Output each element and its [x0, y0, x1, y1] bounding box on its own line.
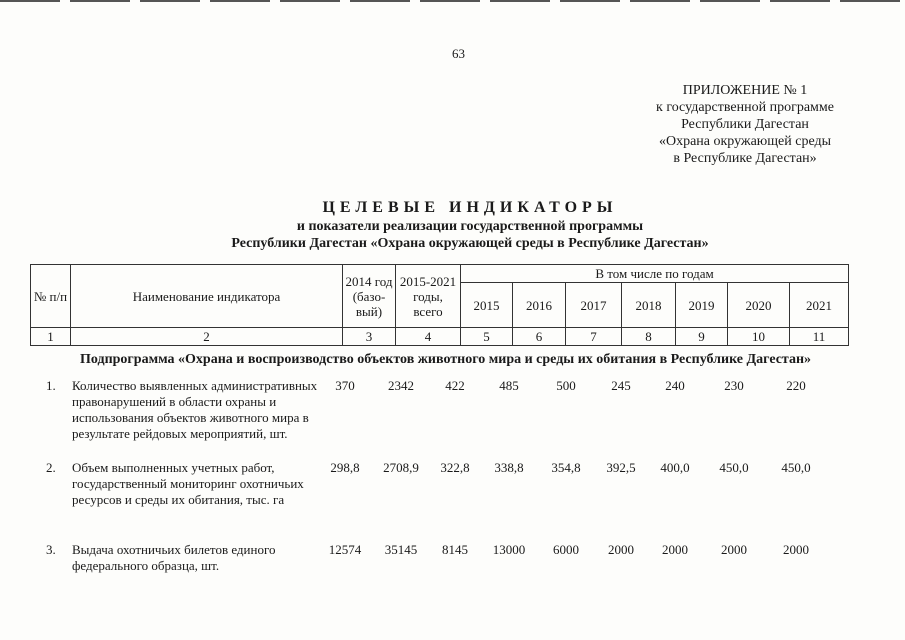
row-value: 354,8 [551, 460, 581, 475]
row-number: 2. [46, 460, 56, 475]
row-value: 450,0 [719, 460, 749, 475]
appendix-line: к государственной программе [656, 100, 834, 115]
subprogram-heading: Подпрограмма «Охрана и воспроизводство объектов животного мира и среды их обитания в Республике Дагестан» [80, 352, 812, 367]
row-number: 3. [46, 542, 56, 557]
row-value: 12574 [328, 542, 362, 557]
row-value: 220 [786, 378, 806, 393]
row-indicator-name: Выдача охотничьих билетов единого федерального образца, шт. [72, 542, 276, 573]
column-number: 1 [31, 328, 71, 346]
column-number: 4 [396, 328, 461, 346]
row-value: 35145 [384, 542, 418, 557]
row-value: 338,8 [494, 460, 524, 475]
row-value: 2000 [721, 542, 747, 557]
header-by-years: В том числе по годам [461, 265, 849, 283]
column-number: 9 [676, 328, 728, 346]
page-edge-rule [0, 0, 905, 2]
header-year: 2021 [790, 283, 849, 328]
appendix-line: в Республике Дагестан» [673, 151, 817, 166]
header-year: 2018 [622, 283, 676, 328]
document-subtitle-line: и показатели реализации государственной программы [296, 219, 644, 234]
row-value: 500 [556, 378, 576, 393]
row-value: 2000 [608, 542, 634, 557]
row-value: 400,0 [660, 460, 690, 475]
header-total: 2015-2021 годы, всего [396, 265, 461, 328]
appendix-block [600, 82, 890, 167]
indicators-table-header [30, 264, 849, 346]
document-subtitle-line: Республики Дагестан «Охрана окружающей среды в Республике Дагестан» [231, 236, 709, 251]
row-value: 6000 [553, 542, 579, 557]
row-number: 1. [46, 378, 56, 393]
column-number: 8 [622, 328, 676, 346]
column-number: 6 [513, 328, 566, 346]
row-value: 8145 [442, 542, 468, 557]
row-value: 450,0 [781, 460, 811, 475]
document-title: ЦЕЛЕВЫЕ ИНДИКАТОРЫ [322, 199, 618, 216]
row-value: 370 [335, 378, 355, 393]
row-value: 322,8 [440, 460, 470, 475]
header-name: Наименование индикатора [71, 265, 343, 328]
column-number: 11 [790, 328, 849, 346]
appendix-line: Республики Дагестан [681, 117, 809, 132]
row-value: 485 [499, 378, 519, 393]
column-number: 5 [461, 328, 513, 346]
row-value: 298,8 [330, 460, 360, 475]
title-block [120, 198, 820, 252]
header-year: 2016 [513, 283, 566, 328]
row-value: 240 [665, 378, 685, 393]
header-year: 2019 [676, 283, 728, 328]
row-indicator-name: Количество выявленных административных правонарушений в области охраны и использования объектов животного мира в результате рейдовых мероприятий, шт. [72, 378, 318, 441]
appendix-line: ПРИЛОЖЕНИЕ № 1 [682, 83, 808, 98]
row-value: 230 [724, 378, 744, 393]
column-number: 2 [71, 328, 343, 346]
row-value: 392,5 [606, 460, 636, 475]
column-number: 7 [566, 328, 622, 346]
row-value: 13000 [492, 542, 526, 557]
appendix-line: «Охрана окружающей среды [658, 134, 832, 149]
page-number: 63 [452, 46, 465, 61]
column-number: 3 [343, 328, 396, 346]
column-number: 10 [728, 328, 790, 346]
row-value: 2708,9 [383, 460, 419, 475]
header-year: 2017 [566, 283, 622, 328]
row-value: 2342 [388, 378, 414, 393]
row-value: 2000 [662, 542, 688, 557]
header-year: 2015 [461, 283, 513, 328]
row-indicator-name: Объем выполненных учетных работ, государственный мониторинг охотничьих ресурсов и среды их обитания, тыс. га [72, 460, 304, 507]
header-year: 2020 [728, 283, 790, 328]
row-value: 245 [611, 378, 631, 393]
row-value: 422 [445, 378, 465, 393]
header-base-year: 2014 год (базо-вый) [343, 265, 396, 328]
header-num: № п/п [31, 265, 71, 328]
row-value: 2000 [783, 542, 809, 557]
